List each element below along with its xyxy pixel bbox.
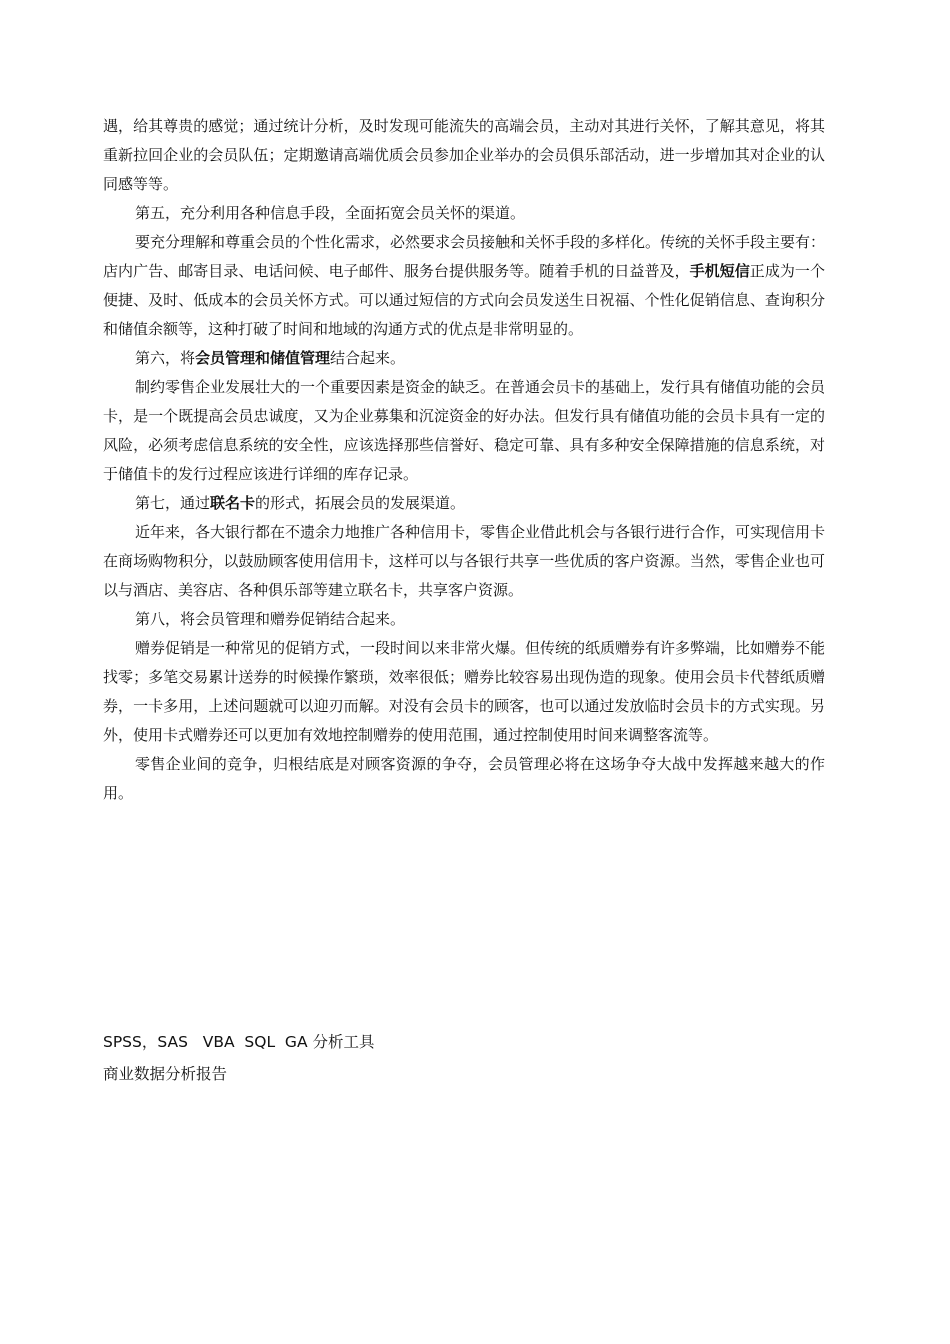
paragraph-stored-value: 制约零售企业发展壮大的一个重要因素是资金的缺乏。在普通会员卡的基础上，发行具有储值功能的会员卡，是一个既提高会员忠诚度，又为企业募集和沉淀资金的好办法。但发行具有储值功能的会员卡具有一定的风险，必须考虑信息系统的安全性，应该选择那些信誉好、稳定可靠、具有多种安全保障措施的信息系统，对于储值卡的发行过程应该进行详细的库存记录。 (103, 378, 826, 483)
paragraph-heading-7 (103, 489, 825, 518)
bold-keyword-cobrand-card: 联名卡 (210, 494, 256, 512)
paragraph-text: 的形式，拓展会员的发展渠道。 (255, 494, 466, 512)
footer-report-title: 商业数据分析报告 (103, 1065, 228, 1083)
bold-keyword-sms: 手机短信 (689, 262, 750, 280)
paragraph-sms-care (103, 228, 825, 344)
paragraph-coupons: 赠券促销是一种常见的促销方式，一段时间以来非常火爆。但传统的纸质赠券有许多弊端，比如赠券不能找零；多笔交易累计送券的时候操作繁琐，效率很低；赠券比较容易出现伪造的现象。使用会员卡代替纸质赠券，一卡多用，上述问题就可以迎刃而解。对没有会员卡的顾客，也可以通过发放临时会员卡的方式实现。另外，使用卡式赠券还可以更加有效地控制赠券的使用范围，通过控制使用时间来调整客流等。 (103, 639, 826, 744)
article-body (103, 112, 825, 808)
footer-tools: SPSS，SAS VBA SQL GA 分析工具 (103, 1033, 375, 1051)
footer-block (103, 1028, 825, 1088)
paragraph-text: 第七，通过 (135, 494, 211, 512)
paragraph-continued: 遇，给其尊贵的感觉；通过统计分析，及时发现可能流失的高端会员，主动对其进行关怀，了解其意见，将其重新拉回企业的会员队伍；定期邀请高端优质会员参加企业举办的会员俱乐部活动，进一步增加其对企业的认同感等等。 (103, 117, 825, 193)
bold-keyword-stored-value: 会员管理和储值管理 (195, 349, 331, 367)
paragraph-text: 正成为一个便捷、及时、低成本的会员关怀方式。可以通过短信的方式向会员发送生日祝福、个性化促销信息、查询积分和储值余额等，这种打破了时间和地域的沟通方式的优点是非常明显的。 (103, 262, 825, 338)
paragraph-heading-8: 第八，将会员管理和赠券促销结合起来。 (135, 610, 406, 628)
paragraph-text: 要充分理解和尊重会员的个性化需求，必然要求会员接触和关怀手段的多样化。传统的关怀手段主要有：店内广告、邮寄目录、电话问候、电子邮件、服务台提供服务等。随着手机的日益普及， (103, 233, 826, 280)
paragraph-heading-6 (103, 344, 825, 373)
paragraph-heading-5: 第五，充分利用各种信息手段，全面拓宽会员关怀的渠道。 (135, 204, 526, 222)
paragraph-credit-card: 近年来，各大银行都在不遗余力地推广各种信用卡，零售企业借此机会与各银行进行合作，可实现信用卡在商场购物积分，以鼓励顾客使用信用卡，这样可以与各银行共享一些优质的客户资源。当然，零售企业也可以与酒店、美容店、各种俱乐部等建立联名卡，共享客户资源。 (103, 523, 826, 599)
paragraph-text: 结合起来。 (330, 349, 406, 367)
paragraph-text: 第六，将 (135, 349, 196, 367)
paragraph-conclusion: 零售企业间的竞争，归根结底是对顾客资源的争夺，会员管理必将在这场争夺大战中发挥越来越大的作用。 (103, 755, 825, 802)
